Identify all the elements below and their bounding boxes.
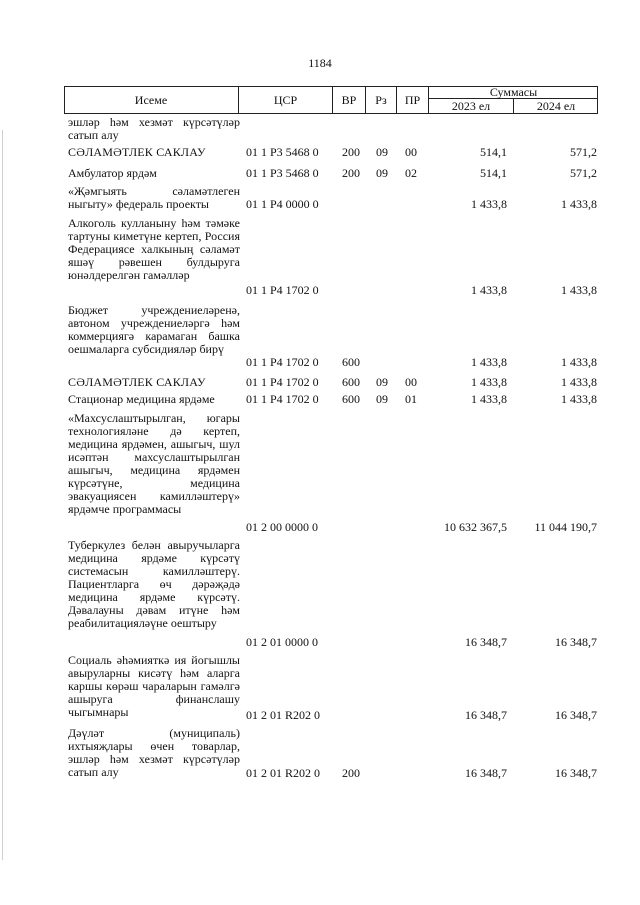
row-rz: 09: [376, 166, 388, 180]
row-rz: 09: [376, 145, 388, 159]
row-sum-2023: 1 433,8: [471, 392, 507, 406]
header-csr: ЦСР: [238, 86, 332, 114]
row-sum-2024: 11 044 190,7: [534, 520, 597, 534]
row-sum-2024: 1 433,8: [561, 197, 597, 211]
row-name: СӘЛАМӘТЛЕК САКЛАУ: [68, 375, 206, 389]
row-csr: 01 2 01 R202 0: [246, 708, 321, 722]
header-pr: ПР: [396, 86, 428, 114]
table-header: [64, 86, 598, 114]
row-name: эшләр һәм хезмәт күрсәтүләр сатып алу: [68, 115, 240, 142]
row-name: Алкоголь кулланыну һәм тәмәке тартуны киметүне кертеп, Россия Федерациясе халкының сәламәт яшәү рәвешен булдыруга юнәлдерелгән гамәлләр: [68, 216, 240, 282]
row-csr: 01 1 Р4 1702 0: [246, 392, 319, 406]
header-sums: Суммасы: [428, 86, 598, 99]
row-sum-2024: 1 433,8: [561, 283, 597, 297]
row-pr: 02: [405, 166, 417, 180]
row-sum-2024: 1 433,8: [561, 355, 597, 369]
row-vr: 600: [342, 375, 360, 389]
row-name: Дәүләт (муниципаль) ихтыяҗлары өчен товарлар, эшләр һәм хезмәт күрсәтүләр сатып алу: [68, 726, 240, 779]
row-sum-2024: 1 433,8: [561, 375, 597, 389]
row-csr: 01 1 Р4 1702 0: [246, 375, 319, 389]
row-csr: 01 1 Р3 5468 0: [246, 166, 319, 180]
row-sum-2023: 1 433,8: [471, 283, 507, 297]
row-name: Социаль әһәмияткә ия йогышлы авыруларны кисәтү һәм аларга каршы көрәш чараларын гамәлгә ашыруга финанслашу чыгымнары: [68, 653, 240, 719]
row-name: СӘЛАМӘТЛЕК САКЛАУ: [68, 145, 206, 159]
row-rz: 09: [376, 375, 388, 389]
row-sum-2024: 571,2: [570, 145, 597, 159]
row-sum-2023: 514,1: [480, 166, 507, 180]
row-name: Амбулатор ярдәм: [68, 166, 157, 180]
row-pr: 01: [405, 392, 417, 406]
scan-edge-line: [2, 130, 3, 860]
row-vr: 200: [342, 766, 360, 780]
row-name: «Җәмгыять сәламәтлеген ныгыту» федераль проекты: [68, 184, 240, 211]
row-pr: 00: [405, 375, 417, 389]
row-csr: 01 2 01 0000 0: [246, 635, 318, 649]
row-rz: 09: [376, 392, 388, 406]
header-year-2024: 2024 ел: [513, 99, 598, 114]
row-pr: 00: [405, 145, 417, 159]
row-sum-2023: 1 433,8: [471, 355, 507, 369]
row-csr: 01 1 Р4 1702 0: [246, 283, 319, 297]
row-name: Туберкулез белән авыручыларга медицина ярдәме күрсәтү системасын камилләштерү. Пациентларга өч дәрәҗәдә медицина ярдәме күрсәтү. Дәвалауны дәвам итүне һәм реабилитацияләүне оештыру: [68, 538, 240, 630]
row-sum-2023: 514,1: [480, 145, 507, 159]
row-sum-2023: 16 348,7: [465, 708, 507, 722]
header-name: Исеме: [134, 92, 168, 107]
row-sum-2023: 16 348,7: [465, 766, 507, 780]
row-vr: 200: [342, 166, 360, 180]
header-vr: ВР: [332, 86, 365, 114]
row-csr: 01 1 Р4 0000 0: [246, 197, 319, 211]
row-sum-2024: 16 348,7: [555, 766, 597, 780]
row-name: Бюджет учреждениеләренә, автоном учреждениеләргә һәм коммерциягә карамаган башка оешмаларга субсидияләр бирү: [68, 303, 240, 356]
header-year-2023: 2023 ел: [428, 99, 513, 114]
row-sum-2024: 16 348,7: [555, 708, 597, 722]
row-csr: 01 2 00 0000 0: [246, 520, 318, 534]
row-sum-2024: 1 433,8: [561, 392, 597, 406]
row-csr: 01 2 01 R202 0: [246, 766, 321, 780]
row-vr: 200: [342, 145, 360, 159]
row-sum-2024: 16 348,7: [555, 635, 597, 649]
row-vr: 600: [342, 355, 360, 369]
page-number: 1184: [308, 56, 332, 70]
row-name: «Махсуслаштырылган, югары технологияләне дә кертеп, медицина ярдәмен, ашыгыч, шул исәптән махсуслаштырылган ашыгыч, медицина ярдәмен күрсәтүне, медицина эвакуациясен камилләштерү» ярдәмче программасы: [68, 411, 240, 516]
row-vr: 600: [342, 392, 360, 406]
row-csr: 01 1 Р4 1702 0: [246, 355, 319, 369]
row-name: Стационар медицина ярдәме: [68, 392, 215, 406]
row-sum-2023: 1 433,8: [471, 197, 507, 211]
row-csr: 01 1 Р3 5468 0: [246, 145, 319, 159]
row-sum-2023: 1 433,8: [471, 375, 507, 389]
row-sum-2023: 10 632 367,5: [444, 520, 507, 534]
row-sum-2024: 571,2: [570, 166, 597, 180]
row-sum-2023: 16 348,7: [465, 635, 507, 649]
header-rz: Рз: [365, 86, 396, 114]
